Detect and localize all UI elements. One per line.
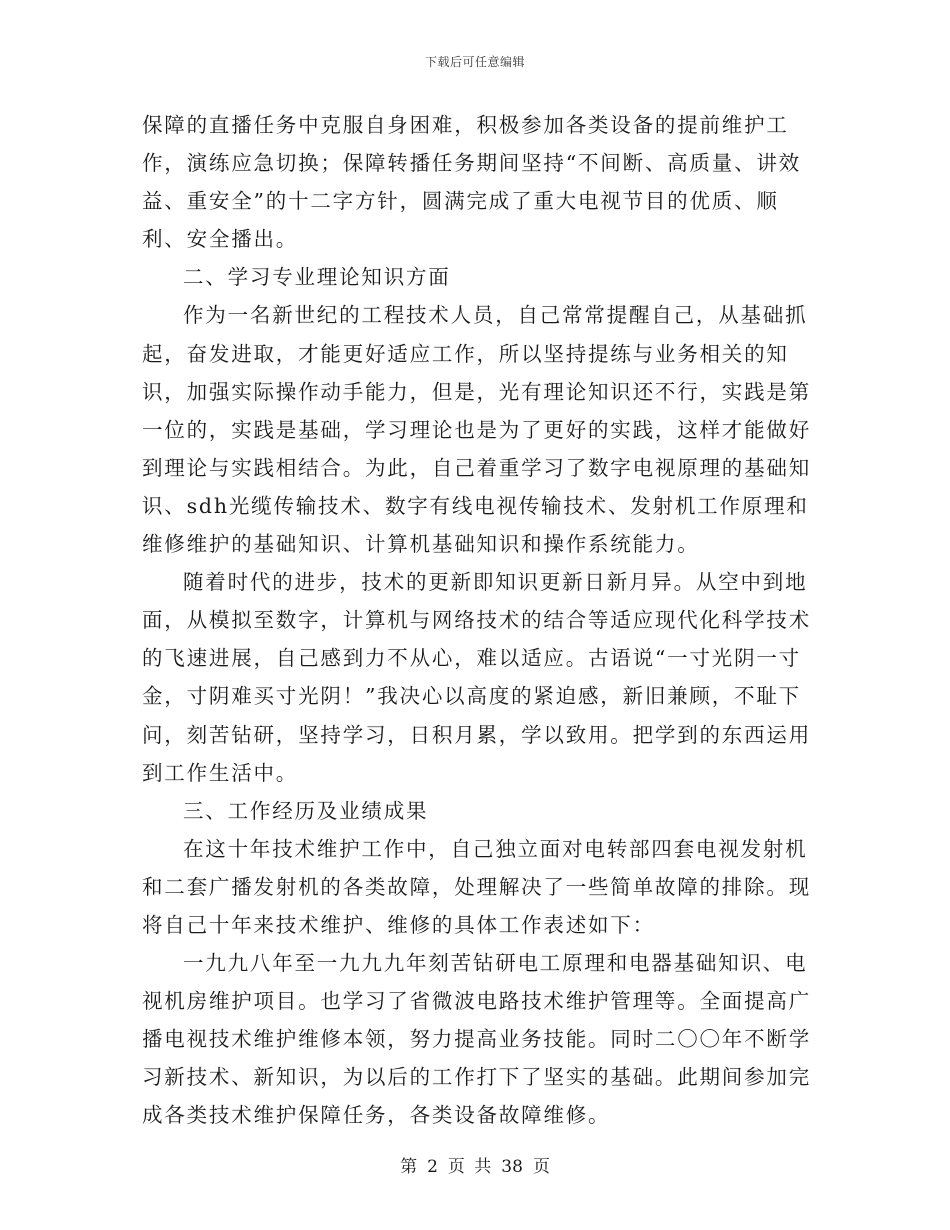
footer-total-pages: 38 xyxy=(501,1157,523,1177)
page-header: 下载后可任意编辑 xyxy=(424,55,525,69)
paragraph-continuation: 保障的直播任务中克服自身困难，积极参加各类设备的提前维护工作，演练应急切换；保障转播任务期间坚持“不间断、高质量、讲效益、重安全”的十二字方针，圆满完成了重大电视节目的优质、顺利、安全播出。 xyxy=(142,113,801,252)
paragraph: 一九九八年至一九九九年刻苦钻研电工原理和电器基础知识、电视机房维护项目。也学习了省微波电路技术维护管理等。全面提高广播电视技术维护维修本领，努力提高业务技能。同时二〇〇年不断学习新技术、新知识，为以后的工作打下了坚实的基础。此期间参加完成各类技术维护保障任务，各类设备故障维修。 xyxy=(142,951,811,1128)
section-heading-2: 二、学习专业理论知识方面 xyxy=(183,265,451,290)
paragraph: 随着时代的进步，技术的更新即知识更新日新月异。从空中到地面，从模拟至数字，计算机与网络技术的结合等适应现代化科学技术的飞速进展，自己感到力不从心，难以适应。古语说“一寸光阴一寸金，寸阴难买寸光阴！”我决心以高度的紧迫感，新旧兼顾，不耻下问，刻苦钻研，坚持学习，日积月累，学以致用。把学到的东西运用到工作生活中。 xyxy=(142,570,811,785)
paragraph: 在这十年技术维护工作中，自己独立面对电转部四套电视发射机和二套广播发射机的各类故障，处理解决了一些简单故障的排除。现将自己十年来技术维护、维修的具体工作表述如下： xyxy=(142,836,811,937)
footer-middle: 页 共 xyxy=(447,1157,492,1177)
page-footer xyxy=(0,1152,950,1177)
paragraph: 作为一名新世纪的工程技术人员，自己常常提醒自己，从基础抓起，奋发进取，才能更好适应工作，所以坚持提练与业务相关的知识，加强实际操作动手能力，但是，光有理论知识还不行，实践是第一位的，实践是基础，学习理论也是为了更好的实践，这样才能做好到理论与实践相结合。为此，自己着重学习了数字电视原理的基础知识、sdh光缆传输技术、数字有线电视传输技术、发射机工作原理和维修维护的基础知识、计算机基础知识和操作系统能力。 xyxy=(142,303,811,557)
document-body xyxy=(142,106,814,1135)
footer-page-number: 2 xyxy=(427,1157,438,1177)
footer-prefix: 第 xyxy=(400,1157,418,1177)
section-heading-3: 三、工作经历及业绩成果 xyxy=(183,798,429,823)
footer-suffix: 页 xyxy=(532,1157,550,1177)
